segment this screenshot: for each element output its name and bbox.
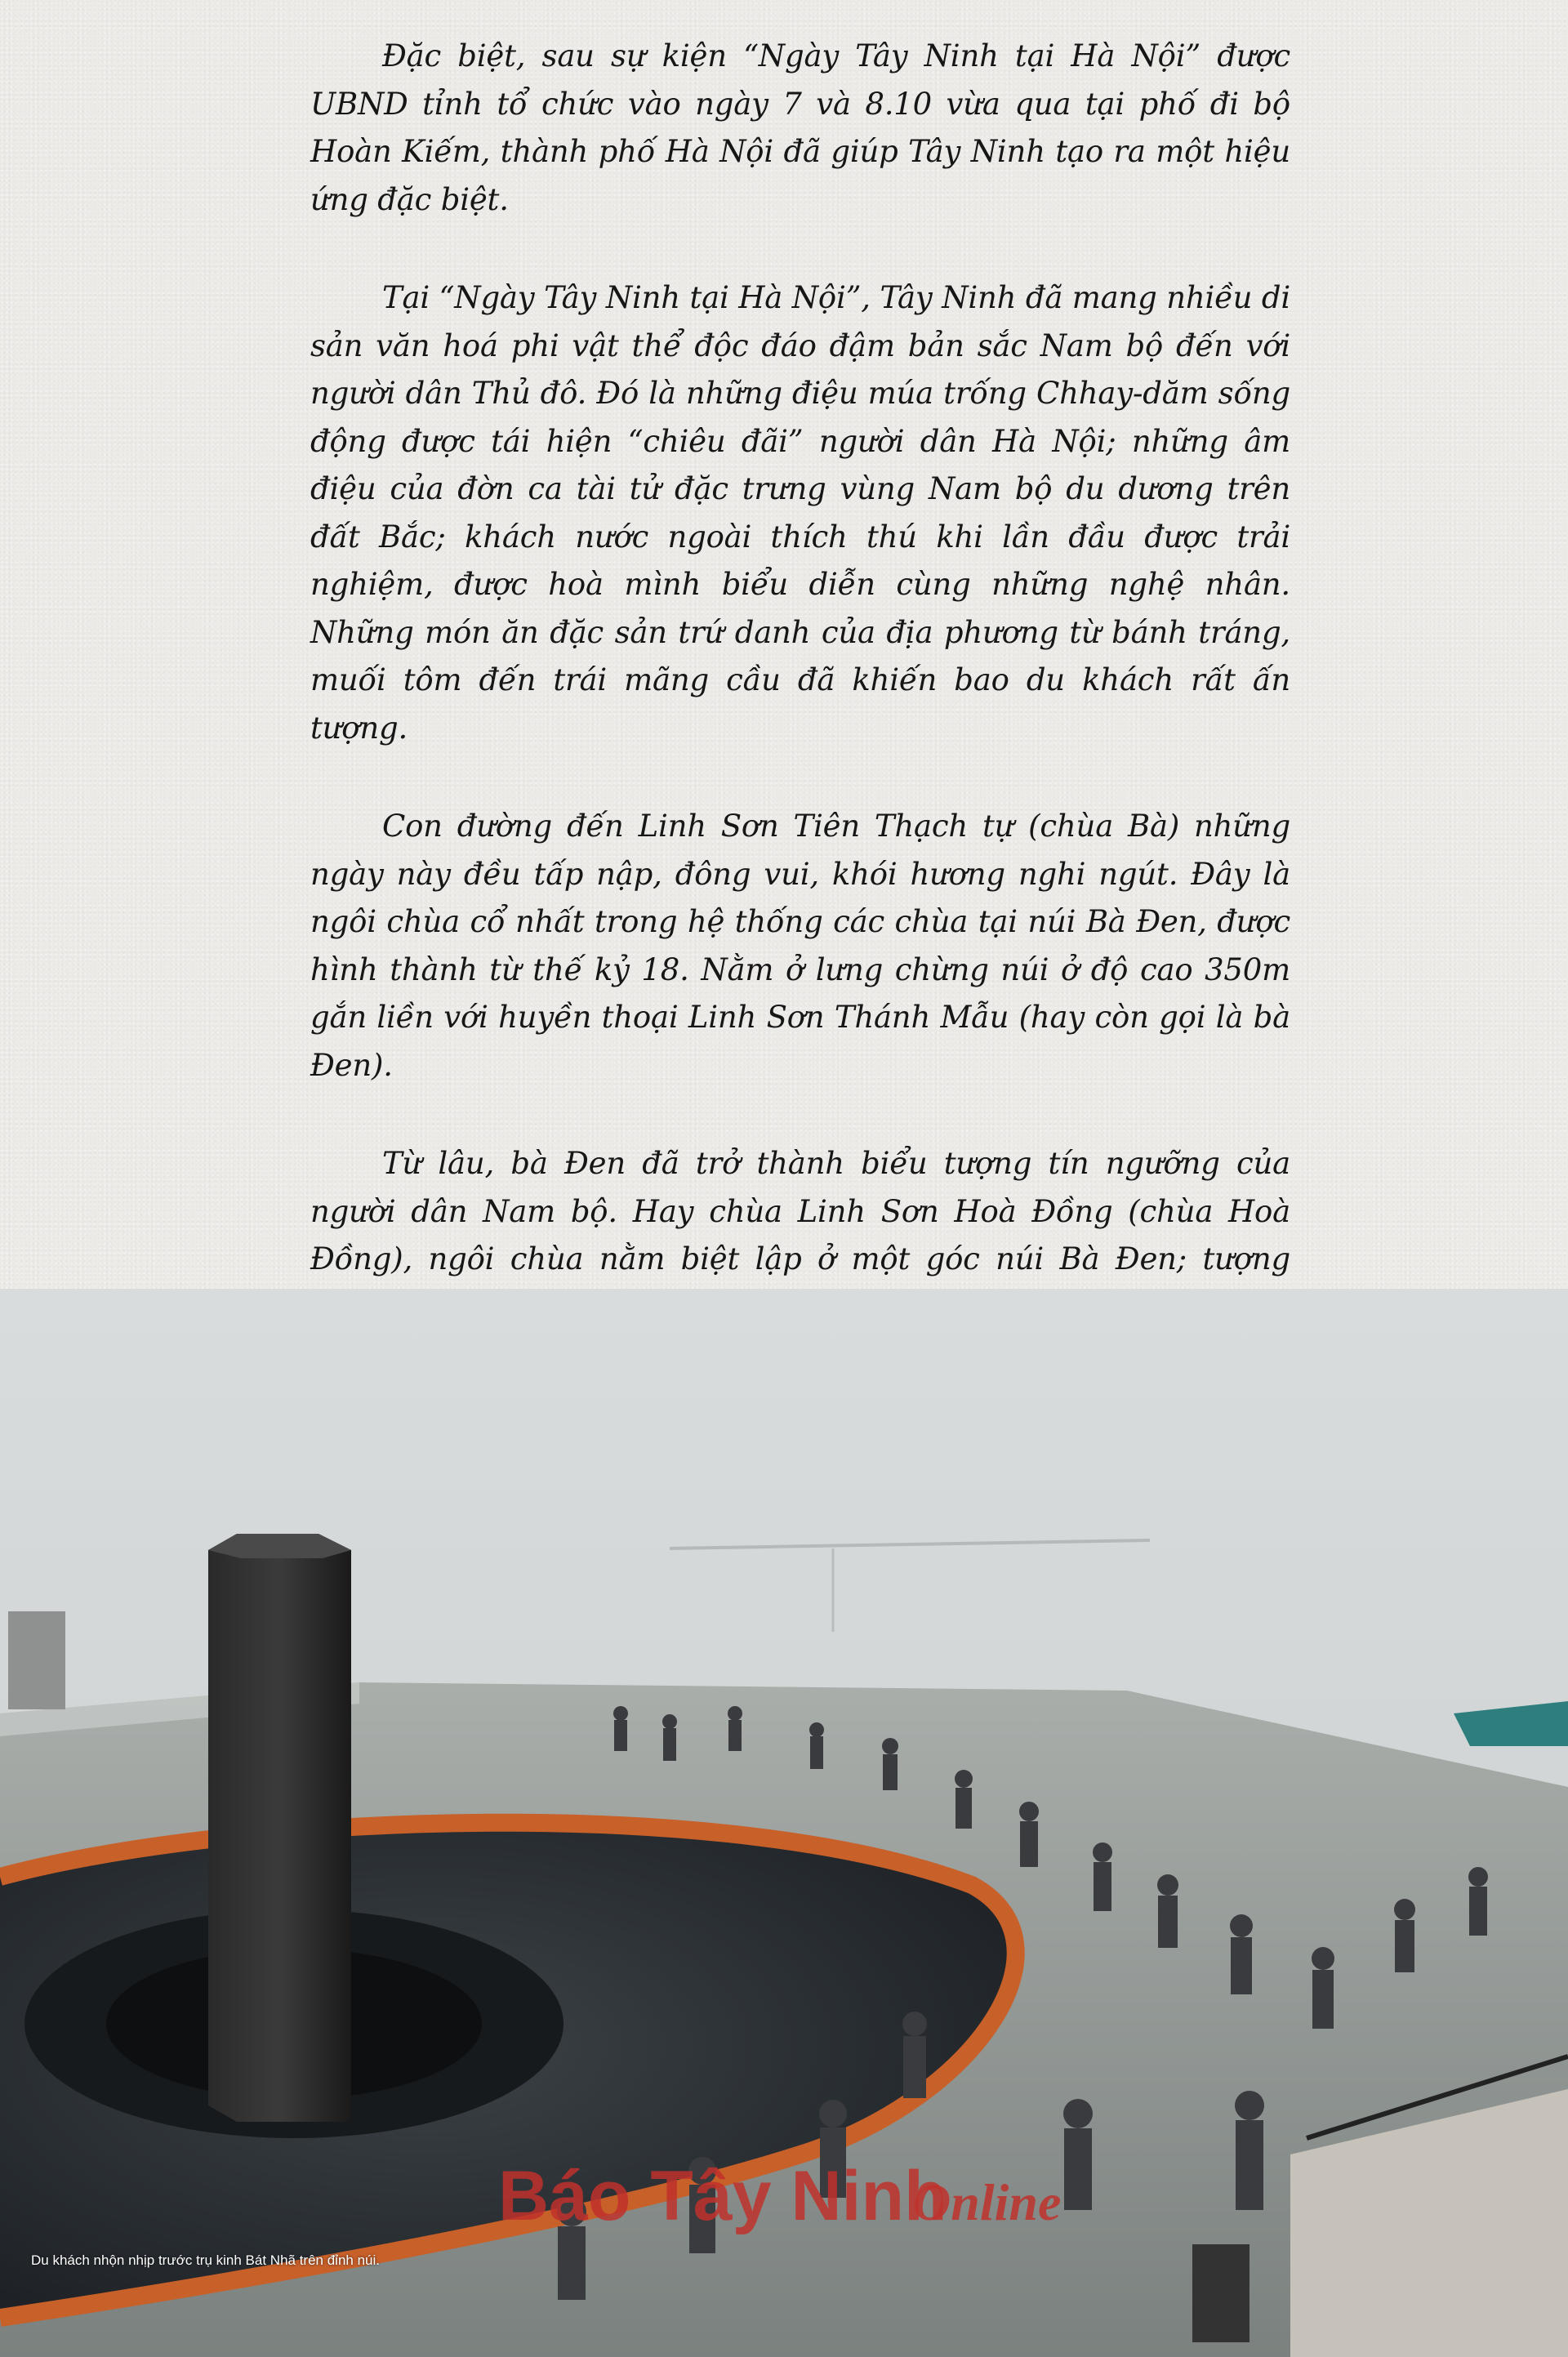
photo-summit-plaza [0, 1289, 1568, 2357]
watermark-main: Báo Tây Ninh [498, 2157, 947, 2235]
paragraph-1: Đặc biệt, sau sự kiện “Ngày Tây Ninh tại Hà Nội” được UBND tỉnh tổ chức vào ngày 7 và 8.10 vừa qua tại phố đi bộ Hoàn Kiếm, thành phố Hà Nội đã giúp Tây Ninh tạo ra một hiệu ứng đặc biệt. [310, 38, 1290, 217]
paragraph-3: Con đường đến Linh Sơn Tiên Thạch tự (chùa Bà) những ngày này đều tấp nập, đông vui, khói hương nghi ngút. Đây là ngôi chùa cổ nhất trong hệ thống các chùa tại núi Bà Đen, được hình thành từ thế kỷ 18. Nằm ở lưng chừng núi ở độ cao 350m gắn liền với huyền thoại Linh Sơn Thánh Mẫu (hay còn gọi là bà Đen). [310, 809, 1290, 1083]
paragraph-2: Tại “Ngày Tây Ninh tại Hà Nội”, Tây Ninh đã mang nhiều di sản văn hoá phi vật thể độc đáo đậm bản sắc Nam bộ đến với người dân Thủ đô. Đó là những điệu múa trống Chhay-dăm sống động được tái hiện “chiêu đãi” người dân Hà Nội; những âm điệu của đờn ca tài tử đặc trưng vùng Nam bộ du dương trên đất Bắc; khách nước ngoài thích thú khi lần đầu được trải nghiệm, được hoà mình biểu diễn cùng những nghệ nhân. Những món ăn đặc sản trứ danh của địa phương từ bánh tráng, muối tôm đến trái mãng cầu đã khiến bao du khách rất ấn tượng. [310, 280, 1290, 746]
watermark-sub: Online [913, 2173, 1062, 2231]
watermark [0, 1289, 1568, 2357]
photo-caption: Du khách nhộn nhịp trước trụ kinh Bát Nhã trên đỉnh núi. [31, 2252, 380, 2268]
paragraph-4: Từ lâu, bà Đen đã trở thành biểu tượng tín ngưỡng của người dân Nam bộ. Hay chùa Linh Sơn Hoà Đồng (chùa Hoà Đồng), ngôi chùa nằm biệt lập ở một góc núi Bà Đen; tượng [310, 1146, 1290, 1277]
